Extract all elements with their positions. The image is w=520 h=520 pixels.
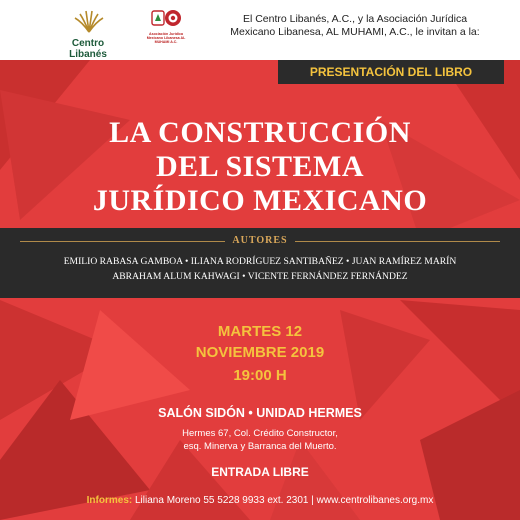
authors-band bbox=[0, 228, 520, 298]
book-presentation-badge: PRESENTACIÓN DEL LIBRO bbox=[278, 60, 504, 84]
centro-libanes-name: Centro Libanés bbox=[69, 38, 107, 60]
info-label: Informes: bbox=[86, 495, 133, 506]
authors-heading: AUTORES bbox=[232, 235, 288, 246]
poster-body bbox=[0, 60, 520, 520]
address-line-2: esq. Minerva y Barranca del Muerto. bbox=[183, 441, 337, 452]
event-day: MARTES 12 bbox=[217, 323, 303, 340]
emblem-icon bbox=[149, 8, 183, 32]
invitation-text bbox=[205, 13, 505, 39]
invitation-line-2: Mexicano Libanesa, AL MUHAMI, A.C., le invitan a la: bbox=[230, 26, 480, 38]
al-muhami-logo bbox=[145, 8, 187, 58]
book-title-line-3: JURÍDICO MEXICANO bbox=[92, 184, 428, 217]
invitation-header bbox=[0, 0, 520, 60]
invitation-line-1: El Centro Libanés, A.C., y la Asociación Jurídica bbox=[242, 13, 468, 25]
address-line-1: Hermes 67, Col. Crédito Constructor, bbox=[182, 428, 338, 439]
centro-libanes-logo bbox=[52, 10, 124, 58]
al-muhami-name: Asociación Jurídica Mexicano Libanesa AL MUHAMI A.C. bbox=[146, 32, 186, 45]
event-month-year: NOVIEMBRE 2019 bbox=[195, 344, 325, 361]
book-title-line-2: DEL SISTEMA bbox=[155, 150, 365, 183]
authors-line-1: EMILIO RABASA GAMBOA • ILIANA RODRÍGUEZ SANTIBAÑEZ • JUAN RAMÍREZ MARÍN bbox=[63, 256, 457, 267]
authors-line-2: ABRAHAM ALUM KAHWAGI • VICENTE FERNÁNDEZ FERNÁNDEZ bbox=[112, 271, 408, 282]
info-contact: Liliana Moreno 55 5228 9933 ext. 2301 | www.centrolibanes.org.mx bbox=[135, 495, 434, 506]
info-footer bbox=[0, 495, 520, 506]
venue-name: SALÓN SIDÓN • UNIDAD HERMES bbox=[158, 406, 362, 420]
free-entry-label: ENTRADA LIBRE bbox=[211, 465, 309, 479]
event-time: 19:00 H bbox=[233, 367, 287, 384]
book-title-line-1: LA CONSTRUCCIÓN bbox=[109, 116, 411, 149]
cedar-tree-icon bbox=[72, 10, 106, 34]
